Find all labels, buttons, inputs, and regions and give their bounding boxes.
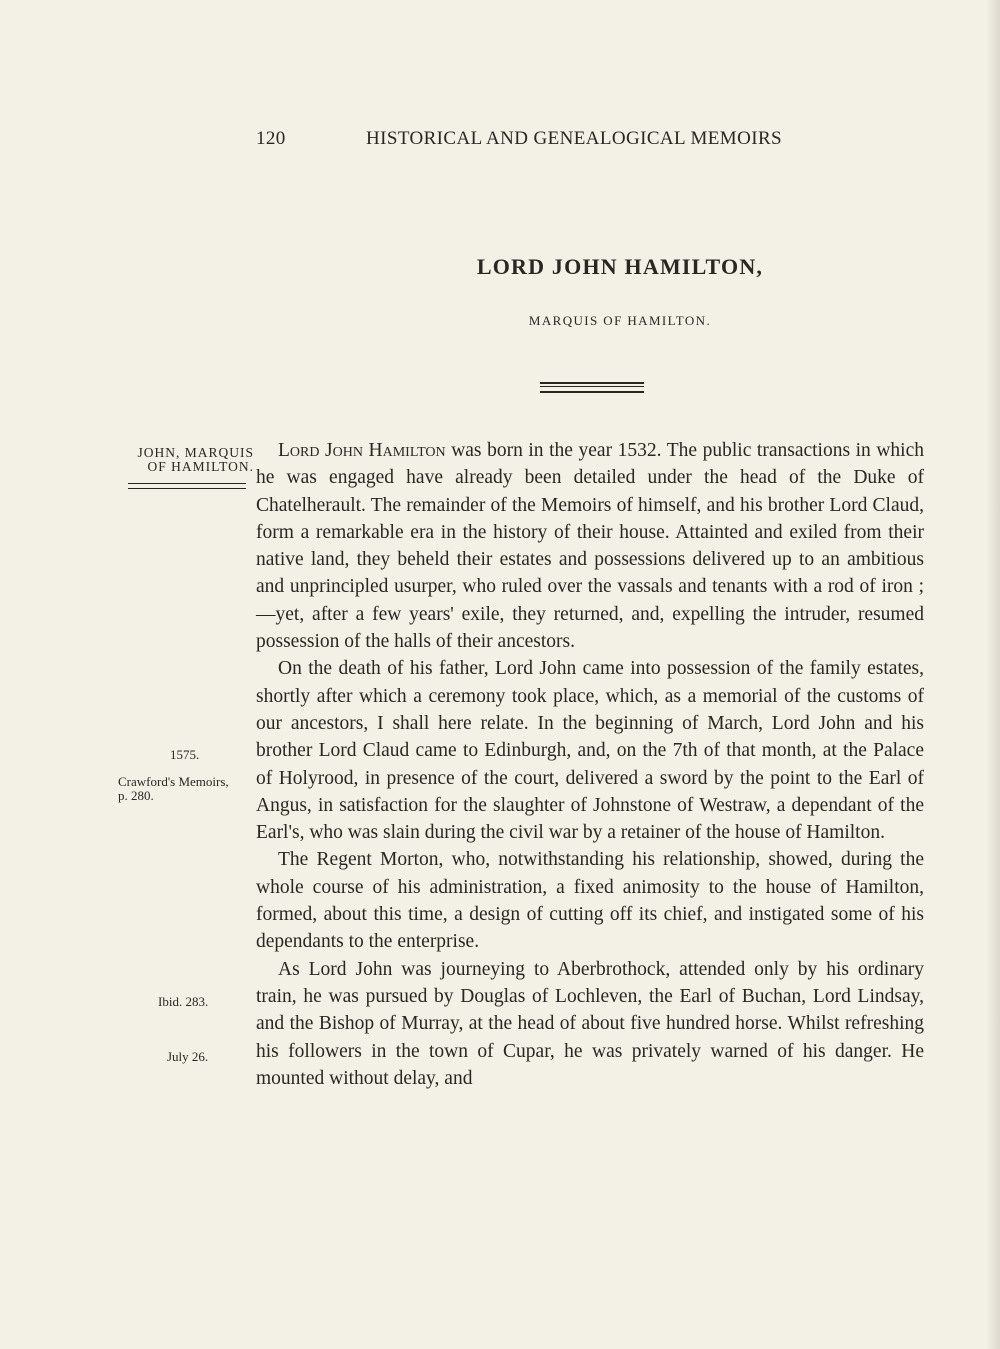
paragraph-2: On the death of his father, Lord John came into possession of the family estates, shortly after which a ceremony took place, which, as a memorial of the customs of our ancestors, I shall here relate. In the beginning of March, Lord John and his brother Lord Claud came to Edinburgh, and, on the 7th of that month, at the Palace of Holyrood, in presence of the court, delivered a sword by the point to the Earl of Angus, in satisfaction for the slaughter of Johnstone of Westraw, a dependant of the Earl's, who was slain during the civil war by a retainer of the house of Hamilton.	[256, 658, 924, 844]
page-number: 120	[256, 128, 286, 149]
chapter-subtitle: MARQUIS OF HAMILTON.	[528, 313, 712, 328]
margin-heading-line2: OF HAMILTON.	[147, 459, 254, 474]
margin-note-year: 1575.	[170, 747, 200, 762]
margin-note-crawford-line2: p. 280.	[118, 788, 154, 803]
margin-heading-line1: JOHN, MARQUIS	[137, 445, 254, 460]
paragraph-1	[256, 437, 924, 655]
title-divider	[540, 382, 644, 393]
paragraph-3: The Regent Morton, who, notwithstanding his relationship, showed, during the whole course of his administration, a fixed animosity to the house of Hamilton, formed, about this time, a design of cutting off its chief, and instigated some of his dependants to the enterprise.	[256, 849, 924, 953]
margin-note-july: July 26.	[167, 1049, 209, 1064]
margin-heading	[118, 446, 254, 474]
running-head: HISTORICAL AND GENEALOGICAL MEMOIRS	[366, 128, 782, 149]
margin-note-crawford	[118, 775, 229, 803]
margin-heading-rule	[128, 483, 246, 489]
paragraph-4: As Lord John was journeying to Aberbrothock, attended only by his ordinary train, he was pursued by Douglas of Lochleven, the Earl of Buchan, Lord Lindsay, and the Bishop of Murray, at the head of about five hundred horse. Whilst refreshing his followers in the town of Cupar, he was privately warned of his danger. He mounted without delay, and	[256, 958, 924, 1089]
margin-note-ibid: Ibid. 283.	[158, 994, 209, 1009]
paragraph-1-lead: Lord John Hamilton	[278, 440, 446, 461]
page-edge-shadow	[986, 0, 1000, 1349]
body-text	[256, 437, 924, 1092]
margin-note-crawford-line1: Crawford's Memoirs,	[118, 774, 229, 789]
chapter-title: LORD JOHN HAMILTON,	[476, 254, 764, 279]
paragraph-1-text: was born in the year 1532. The public transactions in which he was engaged have already been detailed under the head of the Duke of Chatelherault. The remainder of the Memoirs of himself, and his brother Lord Claud, form a remarkable era in the history of their house. Attainted and exiled from their native land, they beheld their estates and possessions delivered up to an ambitious and unprincipled usurper, who ruled over the vassals and tenants with a rod of iron ;—yet, after a few years' exile, they returned, and, expelling the intruder, resumed possession of the halls of their ancestors.	[256, 440, 925, 653]
